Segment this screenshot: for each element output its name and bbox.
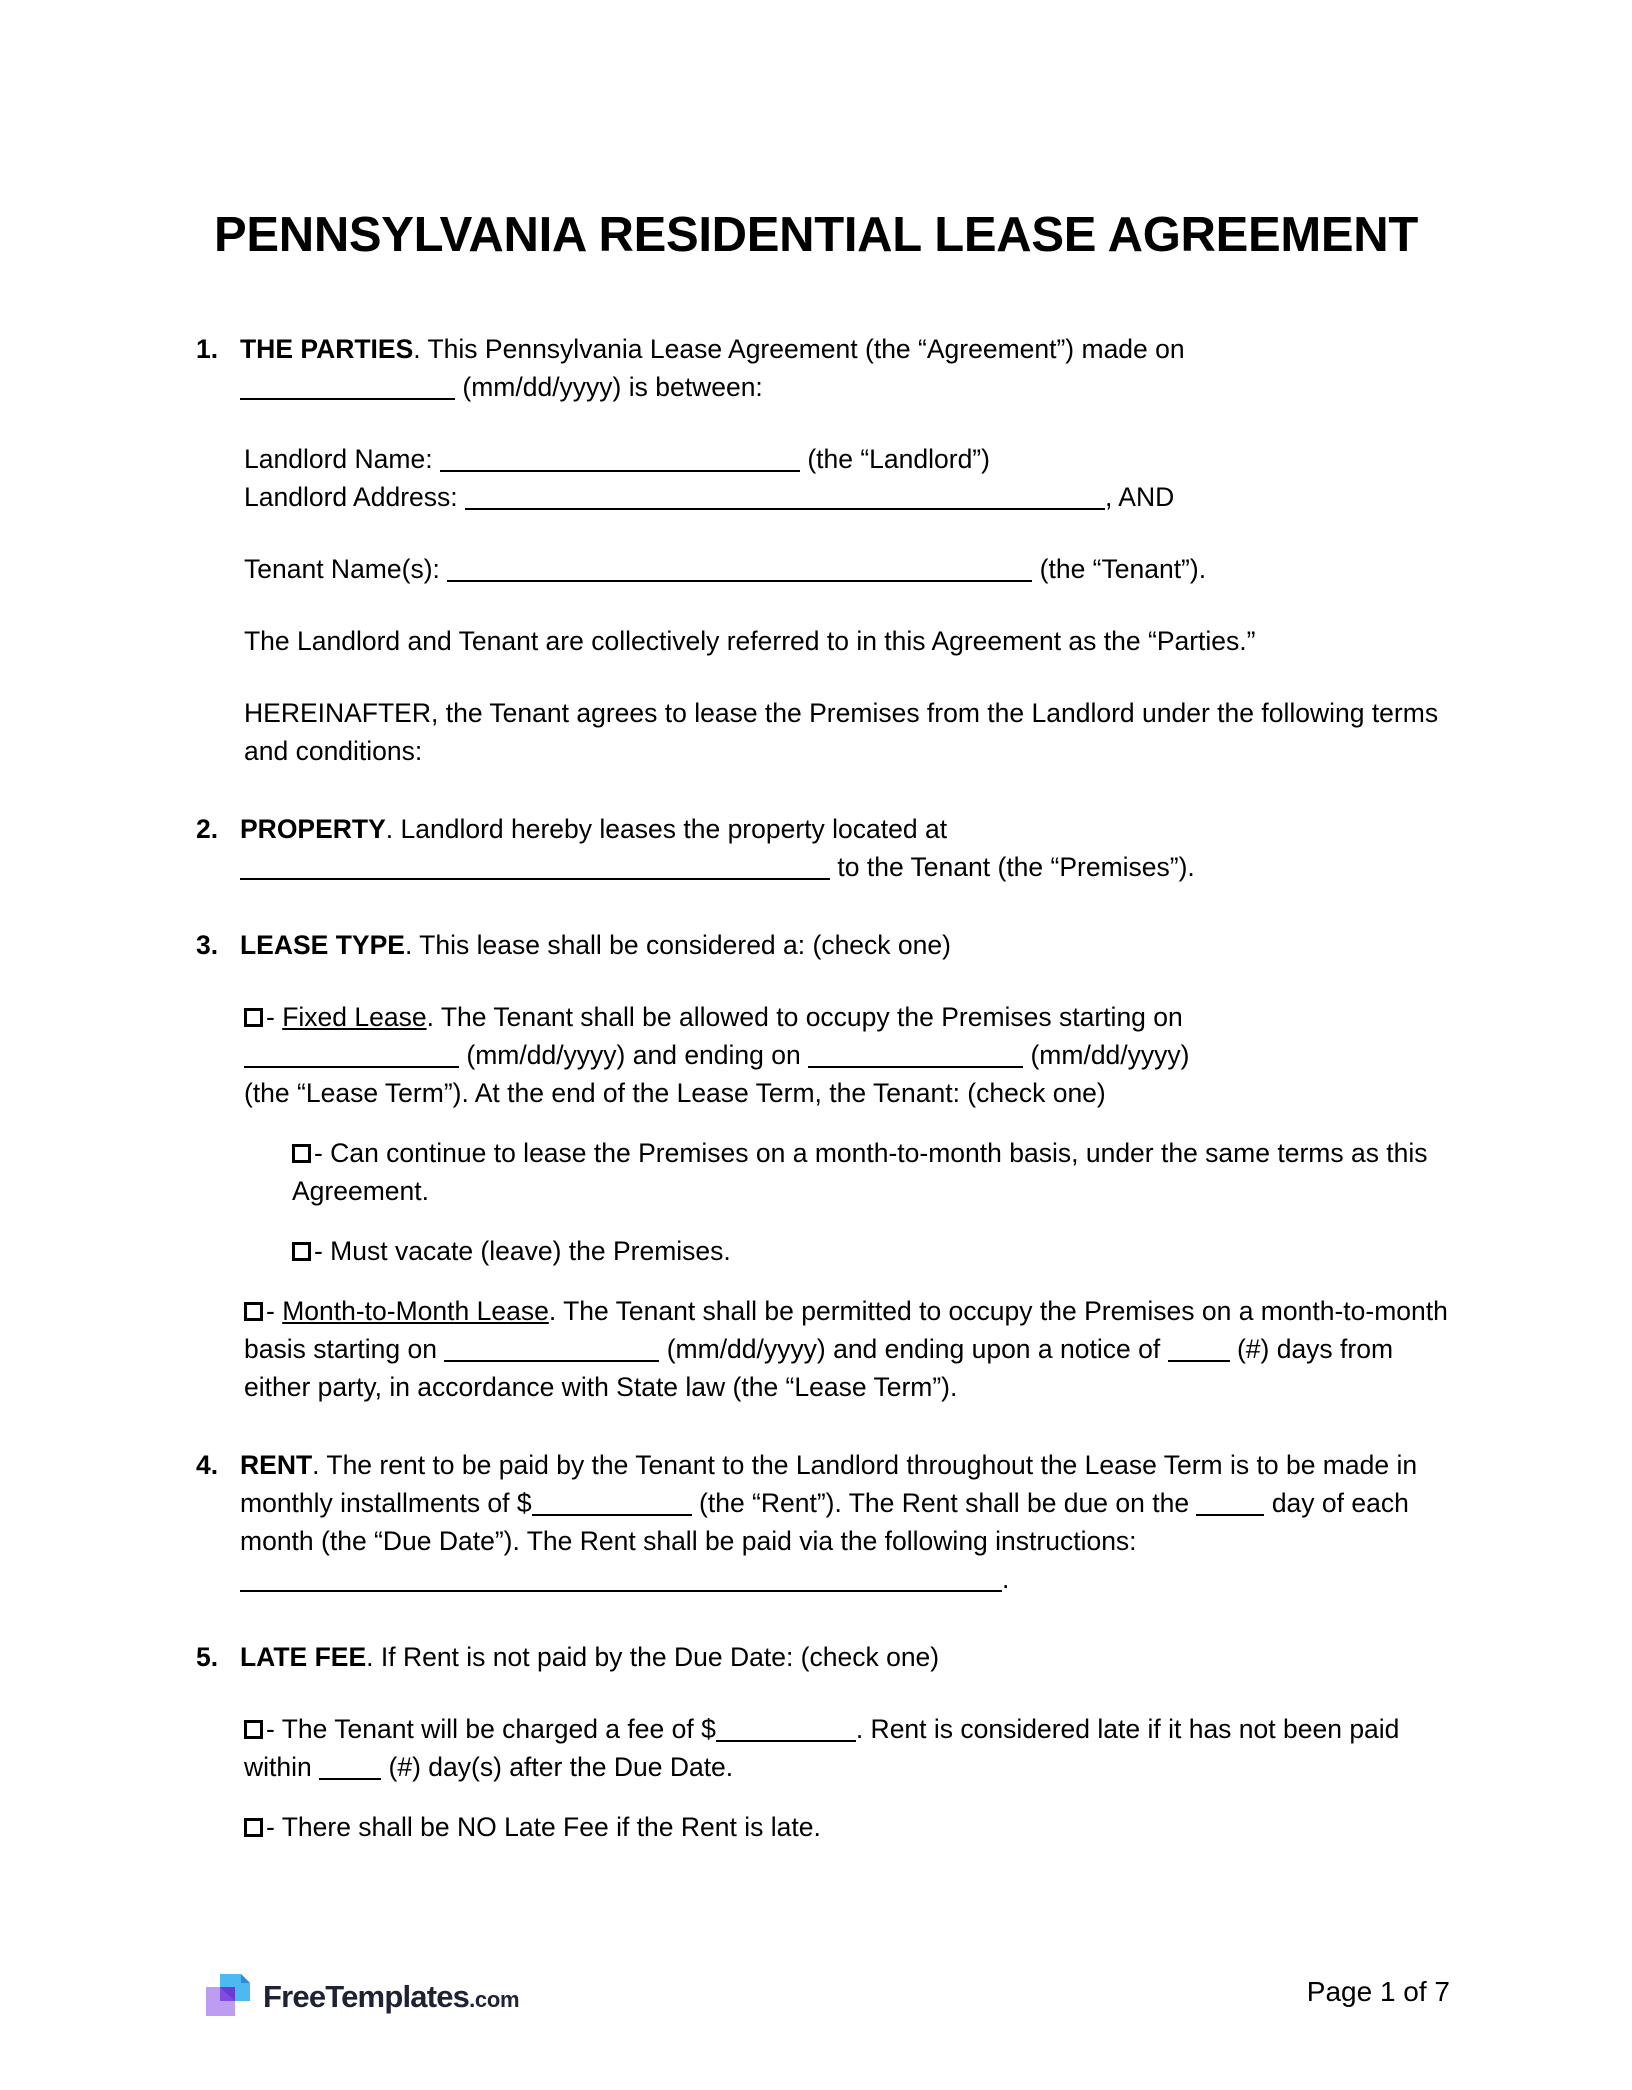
fixed-lease-text-a: . The Tenant shall be allowed to occupy the Premises starting on [426, 1002, 1183, 1032]
month-to-month-notice-days-blank[interactable] [1168, 1338, 1230, 1362]
fixed-lease-text-d: (the “Lease Term”). At the end of the Lease Term, the Tenant: (check one) [244, 1078, 1106, 1108]
parties-date-suffix: (mm/dd/yyyy) is between: [462, 372, 763, 402]
logo-tld: .com [469, 1986, 520, 2012]
freetemplates-logo[interactable] [203, 1972, 519, 2020]
month-to-month-text-c: (#) days from either party, in accordance with State law (the “Lease Term”). [244, 1334, 1394, 1402]
rent-text-a: . The rent to be paid by the Tenant to the Landlord throughout the Lease Term is to be made in monthly installments of $ [240, 1450, 1418, 1518]
clause-heading-property: PROPERTY [240, 814, 386, 844]
option-continue-month-to-month[interactable] [292, 1134, 1450, 1210]
clause-text-2 [240, 810, 1450, 886]
continue-month-to-month-text: - Can continue to lease the Premises on a month-to-month basis, under the same terms as this Agreement. [292, 1138, 1428, 1206]
fixed-lease-start-date-blank[interactable] [244, 1044, 459, 1068]
page-title: PENNSYLVANIA RESIDENTIAL LEASE AGREEMENT [213, 207, 1419, 262]
tenant-name-label: Tenant Name(s): [244, 554, 440, 584]
landlord-name-suffix: (the “Landlord”) [807, 444, 990, 474]
agreement-date-blank[interactable] [240, 376, 455, 400]
clause-number-2: 2. [196, 814, 219, 844]
fixed-lease-label: Fixed Lease [282, 1002, 427, 1032]
landlord-address-suffix: , AND [1105, 482, 1175, 512]
rent-instructions-blank[interactable] [240, 1568, 1002, 1592]
late-fee-amount-blank[interactable] [716, 1718, 856, 1742]
landlord-address-label: Landlord Address: [244, 482, 458, 512]
month-to-month-start-date-blank[interactable] [444, 1338, 659, 1362]
tenant-name-suffix: (the “Tenant”). [1039, 554, 1207, 584]
must-vacate-text: - Must vacate (leave) the Premises. [314, 1236, 731, 1266]
freetemplates-logo-text [263, 1978, 520, 2014]
clause-late-fee [192, 1638, 1450, 1676]
landlord-name-row [244, 440, 1450, 478]
fixed-lease-text-c: (mm/dd/yyyy) [1030, 1040, 1190, 1070]
rent-text-c: day of each month (the “Due Date”). The Rent shall be paid via the following instructions: [240, 1488, 1409, 1556]
checkbox-month-to-month-lease[interactable] [244, 1302, 263, 1321]
checkbox-no-late-fee[interactable] [244, 1818, 263, 1837]
property-address-blank[interactable] [240, 856, 830, 880]
page-number: Page 1 of 7 [1306, 1976, 1450, 2007]
late-fee-text-a: - The Tenant will be charged a fee of $ [266, 1714, 716, 1744]
option-must-vacate[interactable] [292, 1232, 1450, 1270]
clause-number-1: 1. [196, 334, 219, 364]
no-late-fee-text: - There shall be NO Late Fee if the Rent is late. [266, 1812, 821, 1842]
rent-amount-blank[interactable] [532, 1492, 692, 1516]
month-to-month-text-a: . The Tenant shall be permitted to occupy the Premises on a month-to-month basis starting on [244, 1296, 1448, 1364]
landlord-name-label: Landlord Name: [244, 444, 433, 474]
month-to-month-text-b: (mm/dd/yyyy) and ending upon a notice of [666, 1334, 1161, 1364]
clause-number-4: 4. [196, 1450, 219, 1480]
rent-text-d: . [1002, 1564, 1010, 1594]
page-footer [0, 1972, 1632, 2042]
parties-hereinafter-text: HEREINAFTER, the Tenant agrees to lease the Premises from the Landlord under the following terms and conditions: [244, 698, 1439, 766]
clause-text-4 [240, 1446, 1450, 1598]
clause-text-3 [240, 926, 1450, 964]
clause-lease-type [192, 926, 1450, 964]
month-to-month-label: Month-to-Month Lease [282, 1296, 549, 1326]
checkbox-fixed-lease[interactable] [244, 1008, 263, 1027]
option-late-fee-charged[interactable] [244, 1710, 1450, 1786]
freetemplates-logo-icon [203, 1972, 253, 2020]
clause-text-5 [240, 1638, 1450, 1676]
lease-type-lead-text: . This lease shall be considered a: (check one) [404, 930, 951, 960]
checkbox-late-fee-charged[interactable] [244, 1720, 263, 1739]
checkbox-continue-month-to-month[interactable] [292, 1144, 311, 1163]
tenant-name-blank[interactable] [447, 558, 1032, 582]
rent-due-day-blank[interactable] [1196, 1492, 1264, 1516]
rent-text-b: (the “Rent”). The Rent shall be due on the [699, 1488, 1190, 1518]
month-to-month-dash: - [266, 1296, 275, 1326]
option-fixed-lease[interactable] [244, 998, 1450, 1112]
parties-lead-text: . This Pennsylvania Lease Agreement (the “Agreement”) made on [413, 334, 1185, 364]
option-month-to-month-lease[interactable] [244, 1292, 1450, 1406]
late-fee-text-b: . Rent is considered late if it has not been paid within [244, 1714, 1400, 1782]
late-fee-lead-text: . If Rent is not paid by the Due Date: (check one) [366, 1642, 940, 1672]
logo-name: FreeTemplates [263, 1978, 470, 2014]
landlord-address-row [244, 478, 1450, 516]
tenant-name-row [244, 550, 1450, 588]
option-no-late-fee[interactable] [244, 1808, 1450, 1846]
clause-heading-the-parties: THE PARTIES [240, 334, 414, 364]
clause-heading-late-fee: LATE FEE [240, 1642, 367, 1672]
property-lead-text: . Landlord hereby leases the property located at [385, 814, 948, 844]
clause-heading-rent: RENT [240, 1450, 313, 1480]
clause-number-5: 5. [196, 1642, 219, 1672]
landlord-name-blank[interactable] [440, 448, 800, 472]
late-fee-grace-days-blank[interactable] [319, 1756, 381, 1780]
clause-number-3: 3. [196, 930, 219, 960]
fixed-lease-dash: - [266, 1002, 275, 1032]
fixed-lease-end-date-blank[interactable] [808, 1044, 1023, 1068]
late-fee-text-c: (#) day(s) after the Due Date. [388, 1752, 734, 1782]
fixed-lease-text-b: (mm/dd/yyyy) and ending on [466, 1040, 801, 1070]
clause-the-parties [192, 330, 1450, 406]
document-body [192, 330, 1450, 1846]
parties-collective-text: The Landlord and Tenant are collectively referred to in this Agreement as the “Parties.” [244, 626, 1256, 656]
landlord-address-blank[interactable] [465, 486, 1105, 510]
clause-property [192, 810, 1450, 886]
property-suffix-text: to the Tenant (the “Premises”). [837, 852, 1195, 882]
clause-text-1 [240, 330, 1450, 406]
clause-rent [192, 1446, 1450, 1598]
clause-heading-lease-type: LEASE TYPE [240, 930, 405, 960]
checkbox-must-vacate[interactable] [292, 1242, 311, 1261]
